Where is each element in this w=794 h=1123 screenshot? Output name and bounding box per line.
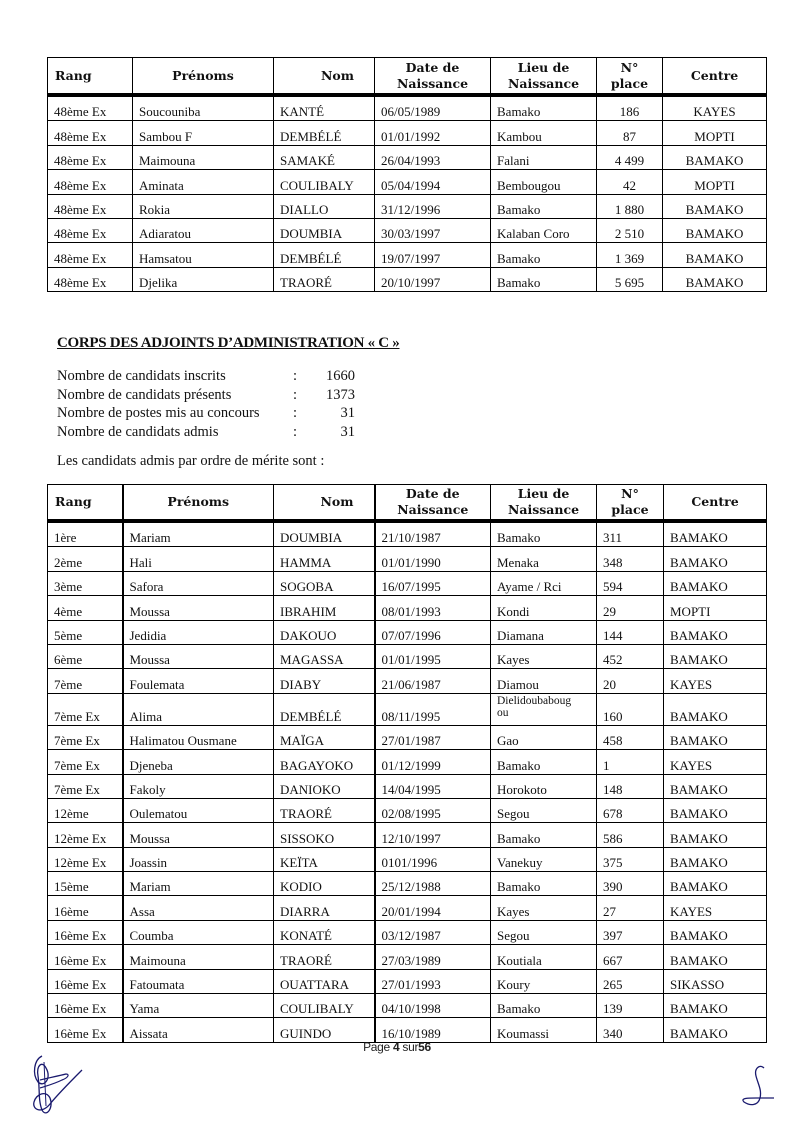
cell-nom: KEÏTA	[274, 847, 375, 871]
cell-nom: COULIBALY	[274, 170, 375, 194]
cell-prenoms: Oulematou	[123, 798, 274, 822]
cell-lieu: Bamako	[491, 243, 597, 267]
cell-lieu: Bamako	[491, 750, 597, 774]
cell-date: 08/11/1995	[375, 693, 491, 725]
cell-place: 42	[597, 170, 663, 194]
table-row	[48, 669, 767, 693]
cell-date: 21/06/1987	[375, 669, 491, 693]
cell-nom: KANTÉ	[274, 95, 375, 121]
table-row	[48, 920, 767, 944]
cell-centre: SIKASSO	[664, 969, 767, 993]
table-row	[48, 896, 767, 920]
cell-date: 31/12/1996	[375, 194, 491, 218]
table2-body	[48, 521, 767, 1042]
cell-nom: DAKOUO	[274, 620, 375, 644]
table-row	[48, 969, 767, 993]
cell-centre: BAMAKO	[664, 847, 767, 871]
cell-lieu: Segou	[491, 920, 597, 944]
cell-lieu: Koutiala	[491, 945, 597, 969]
cell-nom: TRAORÉ	[274, 945, 375, 969]
cell-rang: 48ème Ex	[48, 170, 133, 194]
header-numero-place: N° place	[597, 485, 664, 522]
cell-rang: 4ème	[48, 596, 123, 620]
stat-row-admis	[57, 423, 399, 442]
cell-rang: 16ème Ex	[48, 920, 123, 944]
cell-date: 02/08/1995	[375, 798, 491, 822]
table-row	[48, 847, 767, 871]
cell-lieu: Horokoto	[491, 774, 597, 798]
cell-nom: DIARRA	[274, 896, 375, 920]
cell-rang: 48ème Ex	[48, 95, 133, 121]
cell-place: 348	[597, 547, 664, 571]
cell-date: 26/04/1993	[375, 145, 491, 169]
cell-prenoms: Halimatou Ousmane	[123, 725, 274, 749]
table-row	[48, 145, 767, 169]
stat-label: Nombre de candidats admis	[57, 423, 219, 440]
cell-prenoms: Moussa	[123, 823, 274, 847]
header-date-naissance: Date de Naissance	[375, 58, 491, 96]
cell-nom: SOGOBA	[274, 571, 375, 595]
cell-place: 87	[597, 121, 663, 145]
header-centre: Centre	[664, 485, 767, 522]
header-numero-place: N° place	[597, 58, 663, 96]
cell-prenoms: Joassin	[123, 847, 274, 871]
cell-nom: GUINDO	[274, 1018, 375, 1042]
cell-centre: MOPTI	[664, 596, 767, 620]
table-row	[48, 547, 767, 571]
cell-centre: BAMAKO	[663, 267, 767, 291]
cell-lieu: Segou	[491, 798, 597, 822]
cell-nom: DEMBÉLÉ	[274, 243, 375, 267]
cell-place: 265	[597, 969, 664, 993]
cell-rang: 48ème Ex	[48, 243, 133, 267]
cell-lieu: Kondi	[491, 596, 597, 620]
page-prefix: Page	[363, 1040, 390, 1054]
cell-prenoms: Alima	[123, 693, 274, 725]
page-separator: sur	[402, 1040, 419, 1054]
cell-date: 16/10/1989	[375, 1018, 491, 1042]
cell-place: 311	[597, 521, 664, 547]
cell-prenoms: Sambou F	[133, 121, 274, 145]
cell-prenoms: Djeneba	[123, 750, 274, 774]
cell-centre: BAMAKO	[664, 571, 767, 595]
table-row	[48, 121, 767, 145]
table-row	[48, 750, 767, 774]
cell-date: 27/03/1989	[375, 945, 491, 969]
cell-centre: BAMAKO	[664, 1018, 767, 1042]
cell-lieu: Bamako	[491, 267, 597, 291]
stat-value: 31	[340, 423, 355, 440]
cell-date: 08/01/1993	[375, 596, 491, 620]
cell-rang: 7ème Ex	[48, 750, 123, 774]
cell-date: 03/12/1987	[375, 920, 491, 944]
cell-lieu: Koury	[491, 969, 597, 993]
cell-date: 30/03/1997	[375, 218, 491, 242]
cell-lieu: Kambou	[491, 121, 597, 145]
cell-lieu: Gao	[491, 725, 597, 749]
header-rang: Rang	[48, 58, 133, 96]
cell-rang: 12ème Ex	[48, 823, 123, 847]
cell-date: 27/01/1993	[375, 969, 491, 993]
cell-prenoms: Mariam	[123, 521, 274, 547]
cell-place: 139	[597, 994, 664, 1018]
cell-centre: BAMAKO	[664, 872, 767, 896]
stat-value: 1660	[326, 368, 355, 384]
cell-centre: BAMAKO	[664, 521, 767, 547]
cell-nom: MAGASSA	[274, 644, 375, 668]
cell-centre: BAMAKO	[664, 920, 767, 944]
cell-date: 07/07/1996	[375, 620, 491, 644]
cell-place: 20	[597, 669, 664, 693]
cell-date: 01/01/1992	[375, 121, 491, 145]
cell-centre: KAYES	[664, 750, 767, 774]
cell-lieu: Falani	[491, 145, 597, 169]
table-row	[48, 644, 767, 668]
cell-place: 452	[597, 644, 664, 668]
cell-prenoms: Aissata	[123, 1018, 274, 1042]
cell-rang: 16ème Ex	[48, 969, 123, 993]
cell-lieu: Dielidoubaboug ou	[491, 693, 597, 725]
section-title: CORPS DES ADJOINTS D’ADMINISTRATION « C »	[57, 335, 400, 351]
cell-prenoms: Moussa	[123, 596, 274, 620]
header-centre: Centre	[663, 58, 767, 96]
cell-prenoms: Hali	[123, 547, 274, 571]
cell-centre: MOPTI	[663, 121, 767, 145]
cell-place: 29	[597, 596, 664, 620]
cell-place: 340	[597, 1018, 664, 1042]
cell-place: 458	[597, 725, 664, 749]
cell-rang: 5ème	[48, 620, 123, 644]
cell-centre: BAMAKO	[663, 145, 767, 169]
stat-colon: :	[293, 386, 298, 403]
cell-rang: 7ème Ex	[48, 725, 123, 749]
table1-body	[48, 95, 767, 292]
cell-centre: KAYES	[663, 95, 767, 121]
header-nom: Nom	[274, 58, 375, 96]
table-row	[48, 725, 767, 749]
header-prenoms: Prénoms	[133, 58, 274, 96]
cell-date: 20/01/1994	[375, 896, 491, 920]
stat-row-postes	[57, 404, 399, 423]
stat-label: Nombre de candidats inscrits	[57, 368, 226, 384]
cell-nom: KODIO	[274, 872, 375, 896]
table-row	[48, 994, 767, 1018]
table-row	[48, 872, 767, 896]
cell-prenoms: Coumba	[123, 920, 274, 944]
stat-value: 31	[340, 405, 355, 421]
stat-colon: :	[293, 405, 298, 421]
cell-prenoms: Assa	[123, 896, 274, 920]
cell-lieu: Menaka	[491, 547, 597, 571]
stat-row-presents	[57, 386, 399, 405]
cell-rang: 16ème Ex	[48, 1018, 123, 1042]
cell-nom: DANIOKO	[274, 774, 375, 798]
cell-date: 20/10/1997	[375, 267, 491, 291]
table-row	[48, 521, 767, 547]
cell-centre: BAMAKO	[663, 194, 767, 218]
cell-prenoms: Djelika	[133, 267, 274, 291]
cell-centre: BAMAKO	[664, 798, 767, 822]
cell-nom: HAMMA	[274, 547, 375, 571]
page-total: 56	[418, 1040, 431, 1054]
header-nom: Nom	[274, 485, 375, 522]
stat-colon: :	[293, 423, 298, 440]
cell-prenoms: Fakoly	[123, 774, 274, 798]
cell-lieu: Kayes	[491, 896, 597, 920]
table-row	[48, 693, 767, 725]
cell-date: 19/07/1997	[375, 243, 491, 267]
signature-right-icon	[738, 1062, 778, 1114]
cell-centre: KAYES	[664, 669, 767, 693]
stat-colon: :	[293, 368, 298, 384]
cell-date: 04/10/1998	[375, 994, 491, 1018]
table-header-row	[48, 58, 767, 96]
cell-place: 27	[597, 896, 664, 920]
table-row	[48, 267, 767, 291]
cell-date: 05/04/1994	[375, 170, 491, 194]
cell-nom: DEMBÉLÉ	[274, 121, 375, 145]
cell-nom: DOUMBIA	[274, 218, 375, 242]
cell-rang: 16ème Ex	[48, 945, 123, 969]
cell-date: 16/07/1995	[375, 571, 491, 595]
header-lieu-naissance: Lieu de Naissance	[491, 485, 597, 522]
cell-place: 160	[597, 693, 664, 725]
cell-nom: SAMAKÉ	[274, 145, 375, 169]
cell-nom: DIALLO	[274, 194, 375, 218]
cell-lieu: Bamako	[491, 872, 597, 896]
cell-place: 1 369	[597, 243, 663, 267]
table-row	[48, 596, 767, 620]
cell-centre: BAMAKO	[664, 547, 767, 571]
cell-place: 1	[597, 750, 664, 774]
table-row	[48, 194, 767, 218]
cell-rang: 12ème	[48, 798, 123, 822]
cell-place: 2 510	[597, 218, 663, 242]
table-header-row	[48, 485, 767, 522]
cell-rang: 7ème	[48, 669, 123, 693]
cell-rang: 15ème	[48, 872, 123, 896]
cell-nom: MAÏGA	[274, 725, 375, 749]
stat-label: Nombre de postes mis au concours	[57, 405, 260, 421]
cell-date: 27/01/1987	[375, 725, 491, 749]
cell-lieu: Vanekuy	[491, 847, 597, 871]
cell-prenoms: Fatoumata	[123, 969, 274, 993]
cell-rang: 16ème	[48, 896, 123, 920]
cell-centre: BAMAKO	[664, 693, 767, 725]
cell-place: 5 695	[597, 267, 663, 291]
cell-centre: BAMAKO	[664, 823, 767, 847]
cell-nom: DOUMBIA	[274, 521, 375, 547]
cell-centre: BAMAKO	[664, 994, 767, 1018]
results-table-adjoints	[47, 484, 767, 1043]
cell-place: 148	[597, 774, 664, 798]
cell-centre: BAMAKO	[664, 945, 767, 969]
cell-lieu: Bamako	[491, 521, 597, 547]
stat-value: 1373	[326, 386, 355, 403]
cell-prenoms: Rokia	[133, 194, 274, 218]
cell-centre: MOPTI	[663, 170, 767, 194]
cell-place: 4 499	[597, 145, 663, 169]
table-row	[48, 620, 767, 644]
cell-rang: 48ème Ex	[48, 267, 133, 291]
table-row	[48, 243, 767, 267]
cell-prenoms: Yama	[123, 994, 274, 1018]
section-adjoints-administration	[57, 335, 399, 470]
cell-lieu: Bamako	[491, 194, 597, 218]
cell-date: 25/12/1988	[375, 872, 491, 896]
table-row	[48, 823, 767, 847]
intro-text: Les candidats admis par ordre de mérite sont :	[57, 453, 325, 469]
cell-date: 01/01/1990	[375, 547, 491, 571]
results-table-continued	[47, 57, 767, 292]
table-row	[48, 95, 767, 121]
cell-place: 1 880	[597, 194, 663, 218]
stat-row-inscrits	[57, 367, 399, 386]
cell-lieu: Bamako	[491, 994, 597, 1018]
cell-rang: 48ème Ex	[48, 121, 133, 145]
cell-date: 01/12/1999	[375, 750, 491, 774]
cell-centre: BAMAKO	[663, 243, 767, 267]
cell-centre: BAMAKO	[664, 644, 767, 668]
table-row	[48, 218, 767, 242]
cell-centre: BAMAKO	[664, 620, 767, 644]
cell-prenoms: Mariam	[123, 872, 274, 896]
stats-list	[57, 367, 399, 441]
header-rang: Rang	[48, 485, 123, 522]
cell-rang: 7ème Ex	[48, 693, 123, 725]
cell-lieu: Kalaban Coro	[491, 218, 597, 242]
cell-lieu: Ayame / Rci	[491, 571, 597, 595]
cell-nom: TRAORÉ	[274, 798, 375, 822]
cell-rang: 48ème Ex	[48, 218, 133, 242]
cell-date: 01/01/1995	[375, 644, 491, 668]
header-lieu-naissance: Lieu de Naissance	[491, 58, 597, 96]
cell-place: 390	[597, 872, 664, 896]
cell-centre: BAMAKO	[664, 774, 767, 798]
cell-rang: 2ème	[48, 547, 123, 571]
header-date-naissance: Date de Naissance	[375, 485, 491, 522]
cell-nom: SISSOKO	[274, 823, 375, 847]
cell-prenoms: Aminata	[133, 170, 274, 194]
cell-prenoms: Soucouniba	[133, 95, 274, 121]
cell-place: 186	[597, 95, 663, 121]
cell-lieu: Koumassi	[491, 1018, 597, 1042]
cell-place: 586	[597, 823, 664, 847]
stat-label: Nombre de candidats présents	[57, 386, 232, 403]
cell-prenoms: Adiaratou	[133, 218, 274, 242]
cell-place: 375	[597, 847, 664, 871]
cell-rang: 6ème	[48, 644, 123, 668]
cell-place: 144	[597, 620, 664, 644]
cell-prenoms: Foulemata	[123, 669, 274, 693]
cell-nom: IBRAHIM	[274, 596, 375, 620]
cell-nom: BAGAYOKO	[274, 750, 375, 774]
cell-date: 14/04/1995	[375, 774, 491, 798]
cell-centre: BAMAKO	[663, 218, 767, 242]
table-row	[48, 170, 767, 194]
table-row	[48, 571, 767, 595]
cell-place: 667	[597, 945, 664, 969]
table-row	[48, 774, 767, 798]
page-footer	[0, 1040, 794, 1054]
cell-rang: 48ème Ex	[48, 145, 133, 169]
cell-rang: 7ème Ex	[48, 774, 123, 798]
table-row	[48, 798, 767, 822]
cell-place: 678	[597, 798, 664, 822]
cell-date: 0101/1996	[375, 847, 491, 871]
cell-prenoms: Jedidia	[123, 620, 274, 644]
cell-lieu: Diamana	[491, 620, 597, 644]
cell-date: 06/05/1989	[375, 95, 491, 121]
cell-nom: COULIBALY	[274, 994, 375, 1018]
cell-rang: 48ème Ex	[48, 194, 133, 218]
cell-lieu: Bamako	[491, 95, 597, 121]
cell-prenoms: Maimouna	[133, 145, 274, 169]
cell-lieu: Diamou	[491, 669, 597, 693]
cell-lieu: Bamako	[491, 823, 597, 847]
cell-nom: DEMBÉLÉ	[274, 693, 375, 725]
cell-lieu: Kayes	[491, 644, 597, 668]
cell-rang: 1ère	[48, 521, 123, 547]
cell-nom: TRAORÉ	[274, 267, 375, 291]
cell-nom: DIABY	[274, 669, 375, 693]
cell-prenoms: Maimouna	[123, 945, 274, 969]
cell-centre: KAYES	[664, 896, 767, 920]
cell-lieu: Bembougou	[491, 170, 597, 194]
cell-rang: 16ème Ex	[48, 994, 123, 1018]
cell-rang: 3ème	[48, 571, 123, 595]
cell-place: 594	[597, 571, 664, 595]
signature-left-icon	[24, 1048, 94, 1120]
cell-prenoms: Moussa	[123, 644, 274, 668]
cell-centre: BAMAKO	[664, 725, 767, 749]
cell-date: 21/10/1987	[375, 521, 491, 547]
cell-rang: 12ème Ex	[48, 847, 123, 871]
cell-prenoms: Hamsatou	[133, 243, 274, 267]
table-row	[48, 1018, 767, 1042]
table-row	[48, 945, 767, 969]
cell-date: 12/10/1997	[375, 823, 491, 847]
cell-nom: OUATTARA	[274, 969, 375, 993]
cell-prenoms: Safora	[123, 571, 274, 595]
page-number: 4	[392, 1040, 400, 1054]
header-prenoms: Prénoms	[123, 485, 274, 522]
cell-nom: KONATÉ	[274, 920, 375, 944]
cell-place: 397	[597, 920, 664, 944]
